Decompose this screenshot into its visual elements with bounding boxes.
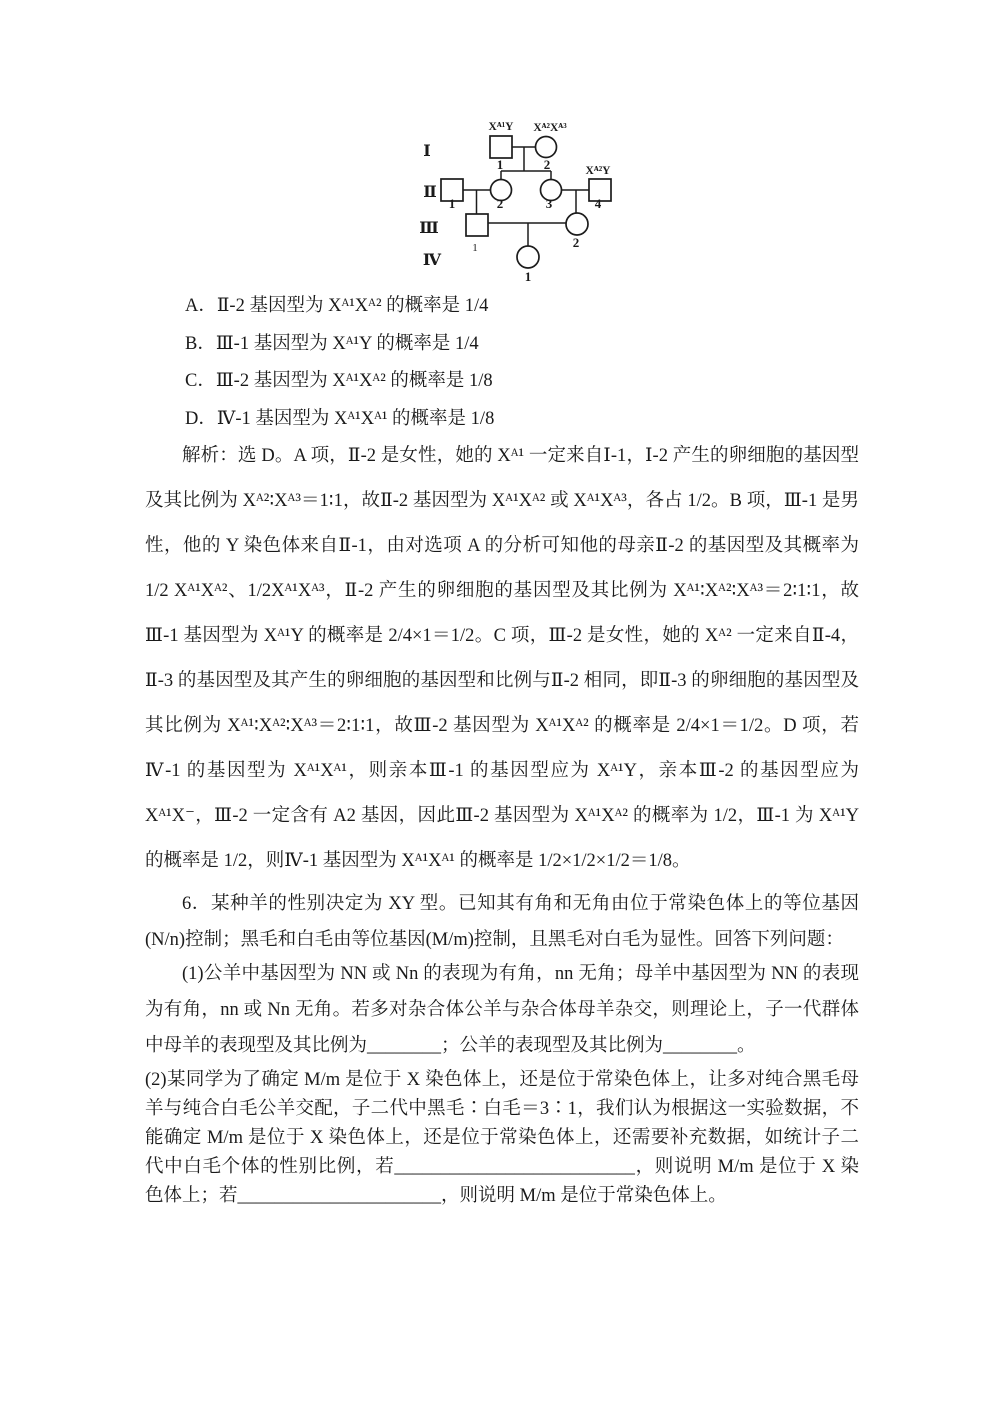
number-ii3: 3: [545, 196, 553, 211]
option-c: C．Ⅲ-2 基因型为 Xᴬ¹Xᴬ² 的概率是 1/8: [185, 371, 493, 391]
question6-part2: (2)某同学为了确定 M/m 是位于 X 染色体上，还是位于常染色体上，让多对纯合黑毛母羊与纯合白毛公羊交配，子二代中黑毛∶白毛＝3∶1，我们认为根据这一实验数据，不能确定 M/m 是位于 X 染色体上，还是位于常染色体上，还需要补充数据，如统计子二代中白毛个体的性别比例，若__________________________，则说明 M/m 是位于 X 染色体上；若______________________，则说明 M/m 是位于常染色体上。: [145, 1070, 859, 1206]
female-i2: [536, 137, 557, 158]
genotype-label-ii4: Xᴬ²Y: [585, 165, 611, 177]
analysis-paragraph: 解析：选 D。A 项，Ⅱ-2 是女性，她的 Xᴬ¹ 一定来自Ⅰ-1，Ⅰ-2 产生的卵细胞的基因型及其比例为 Xᴬ²∶Xᴬ³＝1∶1，故Ⅱ-2 基因型为 Xᴬ¹Xᴬ² 或 Xᴬ¹Xᴬ³，各占 1/2。B 项，Ⅲ-1 是男性，他的 Y 染色体来自Ⅱ-1，由对选项 A 的分析可知他的母亲Ⅱ-2 的基因型及其概率为 1/2 Xᴬ¹Xᴬ²、1/2Xᴬ¹Xᴬ³，Ⅱ-2 产生的卵细胞的基因型及其比例为 Xᴬ¹∶Xᴬ²∶Xᴬ³＝2∶1∶1，故Ⅲ-1 基因型为 Xᴬ¹Y 的概率是 2/4×1＝1/2。C 项，Ⅲ-2 是女性，她的 Xᴬ² 一定来自Ⅱ-4，Ⅱ-3 的基因型及其产生的卵细胞的基因型和比例与Ⅱ-2 相同，即Ⅱ-3 的卵细胞的基因型及其比例为 Xᴬ¹∶Xᴬ²∶Xᴬ³＝2∶1∶1，故Ⅲ-2 基因型为 Xᴬ¹Xᴬ² 的概率是 2/4×1＝1/2。D 项，若Ⅳ-1 的基因型为 Xᴬ¹Xᴬ¹，则亲本Ⅲ-1 的基因型应为 Xᴬ¹Y，亲本Ⅲ-2 的基因型应为 Xᴬ¹X⁻，Ⅲ-2 一定含有 A2 基因，因此Ⅲ-2 基因型为 Xᴬ¹Xᴬ² 的概率为 1/2，Ⅲ-1 为 Xᴬ¹Y 的概率是 1/2，则Ⅳ-1 基因型为 Xᴬ¹Xᴬ¹ 的概率是 1/2×1/2×1/2＝1/8。: [145, 446, 859, 871]
generation-label-2: Ⅱ: [423, 184, 437, 201]
generation-label-1: Ⅰ: [423, 143, 431, 160]
question6-part1: (1)公羊中基因型为 NN 或 Nn 的表现为有角，nn 无角；母羊中基因型为 NN 的表现为有角，nn 或 Nn 无角。若多对杂合体公羊与杂合体母羊杂交，则理论上，子一代群体中母羊的表现型及其比例为________；公羊的表现型及其比例为________。: [145, 964, 859, 1056]
option-b: B．Ⅲ-1 基因型为 Xᴬ¹Y 的概率是 1/4: [185, 333, 479, 354]
generation-label-3: Ⅲ: [419, 220, 439, 237]
question6-stem: 6．某种羊的性别决定为 XY 型。已知其有角和无角由位于常染色体上的等位基因(N/n)控制；黑毛和白毛由等位基因(M/m)控制，且黑毛对白毛为显性。回答下列问题：: [145, 894, 859, 950]
genotype-label-i1: Xᴬ¹Y: [488, 121, 514, 133]
pedigree-svg: [410, 110, 650, 294]
number-iii2: 2: [572, 235, 580, 250]
number-ii4: 4: [594, 196, 602, 211]
female-iii2: [566, 213, 588, 235]
number-ii2: 2: [496, 196, 504, 211]
answer-options: [185, 288, 835, 438]
option-a: A．Ⅱ-2 基因型为 Xᴬ¹Xᴬ² 的概率是 1/4: [185, 296, 489, 316]
generation-label-4: Ⅳ: [422, 252, 442, 269]
number-i2: 2: [543, 157, 551, 172]
genotype-label-i2: Xᴬ²Xᴬ³: [533, 122, 567, 134]
male-i1: [490, 136, 512, 158]
female-iv1: [517, 246, 539, 268]
number-i1: 1: [496, 157, 504, 172]
number-ii1: 1: [448, 196, 456, 211]
number-iv1: 1: [524, 269, 532, 284]
option-d: D．Ⅳ-1 基因型为 Xᴬ¹Xᴬ¹ 的概率是 1/8: [185, 408, 495, 429]
male-iii1: [466, 214, 488, 236]
pedigree-diagram: [410, 110, 650, 294]
number-iii1: 1: [472, 242, 478, 254]
